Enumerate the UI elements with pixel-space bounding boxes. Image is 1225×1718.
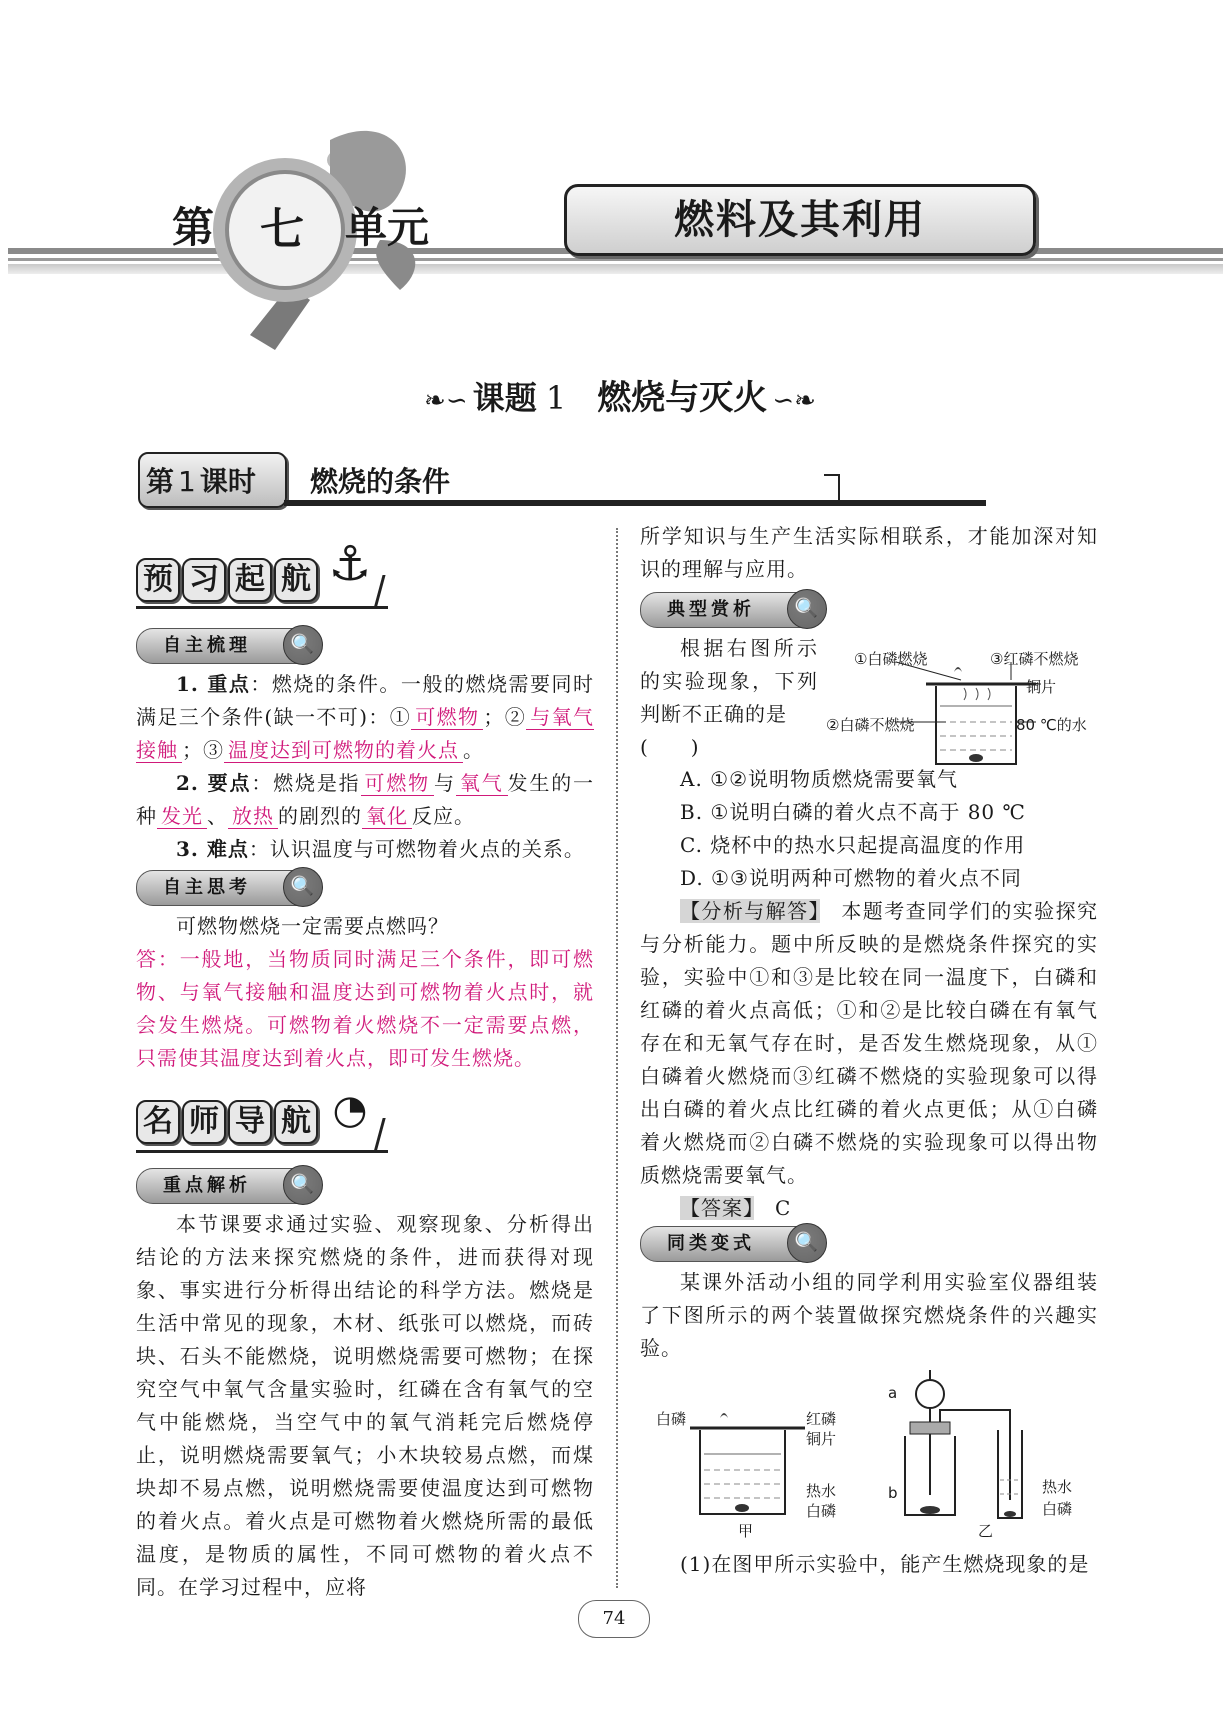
option-b: B. ①说明白磷的着火点不高于 80 ℃ [680,800,1026,824]
unit-title: 燃料及其利用 [674,197,926,243]
anchor-icon: ⚓ [328,536,372,592]
topic-number: 1 [545,379,567,417]
topic-name: 燃烧与灭火 [597,378,768,418]
self-sort-tag: 自主梳理 🔍 [136,628,314,664]
magnifier-icon: 🔍 [787,1223,827,1263]
lesson-di: 第 [146,465,175,498]
preview-section-header [136,536,382,604]
lesson-number: 1 [178,465,196,498]
column-divider [616,528,618,1588]
page-number-badge [578,1600,650,1638]
question-stem: 根据右图所示的实验现象，下列判断不正确的是 ( ) [640,636,818,759]
answer-blank: 可燃物 [411,705,483,730]
topic-ornament-left-icon: ❧∽ [424,386,468,416]
topic-ornament-right-icon: ∽❧ [772,386,816,416]
page-number: 74 [602,1608,626,1629]
self-sort-body: 1. 重点：燃烧的条件。一般的燃烧需要同时满足三个条件(缺一不可)：① 可燃物 ；② 与氧气接触 ；③ 温度达到可燃物的着火点 。 2. 要点：燃烧是指 可燃物 与 氧气 发生的一种 发光 、 放热 的剧烈的 氧化 反应。 3. 难点：认识温度与可燃物着火点的关系。 [136,672,595,861]
think-answer: 答：一般地，当物质同时满足三个条件，即可燃物、与氧气接触和温度达到可燃物着火点时，就会发生燃烧。可燃物着火燃烧不一定需要点燃，只需使其温度达到着火点，即可发生燃烧。 [136,947,594,1070]
magnifier-icon: 🔍 [283,867,323,907]
magnifier-icon: 🔍 [283,1165,323,1205]
option-c: C. 烧杯中的热水只起提高温度的作用 [680,833,1026,857]
answer-label: 【答案】 [680,1196,754,1220]
magnifier-icon: 🔍 [283,625,323,665]
unit-di: 第 [172,203,215,252]
answer-blank: 可燃物 [361,771,435,796]
unit-rest: 单元 [345,203,430,252]
lesson-bar [138,452,848,508]
teacher-section-header [136,1087,382,1150]
header-banner [0,100,1225,340]
variant-tag: 同类变式 🔍 [640,1226,818,1262]
lesson-rest: 课时 [199,465,256,498]
teacher-label: 名 师 导 航 [136,1100,320,1150]
analysis-label: 【分析与解答】 [680,899,820,923]
think-question: 可燃物燃烧一定需要点燃吗？ [176,914,449,938]
question-options [640,763,1098,1225]
variant-body: 某课外活动小组的同学利用实验室仪器组装了下图所示的两个装置做探究燃烧条件的兴趣实验。 [640,1270,1098,1360]
sub-question: (1)在图甲所示实验中，能产生燃烧现象的是 [680,1552,1090,1576]
answer-blank: 氧气 [456,771,508,796]
analysis-text: 本题考查同学们的实验探究与分析能力。题中所反映的是燃烧条件探究的实验，实验中①和③是比较在同一温度下，白磷和红磷的着火点高低；①和②是比较白磷在有氧气存在和无氧气存在时，是否发生燃烧现象，从①白磷着火燃烧而③红磷不燃烧的实验现象可以得出白磷的着火点比红磷的着火点更低；从①白磷着火燃烧而②白磷不燃烧的实验现象可以得出物质燃烧需要氧气。 [640,899,1099,1187]
option-a: A. ①②说明物质燃烧需要氧气 [680,767,959,791]
option-d: D. ①③说明两种可燃物的着火点不同 [680,866,1022,890]
topic-label: 课题 [472,379,537,417]
key-analysis-body: 本节课要求通过实验、观察现象、分析得出结论的方法来探究燃烧的条件，进而获得对现象、事实进行分析得出结论的科学方法。燃烧是生活中常见的现象，木材、纸张可以燃烧，而砖块、石头不能燃烧，说明燃烧需要可燃物；在探究空气中氧气含量实验时，红磷在含有氧气的空气中能燃烧，当空气中的氧气消耗完后燃烧停止，说明燃烧需要氧气；小木块较易点燃，而煤块却不易点燃，说明燃烧需要使温度达到可燃物的着火点。着火点是可燃物着火燃烧所需的最低温度，是物质的属性，不同可燃物的着火点不同。在学习过程中，应将 [136,1212,594,1599]
topic-title [370,370,870,420]
gauge-icon: ◔ [332,1087,368,1133]
answer-blank: 与氧气接触 [136,705,595,762]
experiment-figure-1: ①白磷燃烧 ③红磷不燃烧 铜片 ②白磷不燃烧 80 ℃的水 [826,640,1106,770]
self-think-body [136,910,594,1075]
answer-blank: 放热 [228,804,278,829]
right-continuation: 所学知识与生产生活实际相联系，才能加深对知识的理解与应用。 [640,524,1098,581]
answer-blank: 发光 [157,804,207,829]
typical-tag: 典型赏析 🔍 [640,592,818,628]
beaker-2 [690,1410,810,1520]
answer-blank: 氧化 [362,804,412,829]
preview-label: 预 习 起 航 [136,558,320,604]
answer-value: C [775,1196,792,1220]
lesson-title: 燃烧的条件 [310,465,451,498]
apparatus-yi [890,1370,1050,1525]
answer-blank: 温度达到可燃物的着火点 [224,738,463,763]
self-think-tag: 自主思考 🔍 [136,870,314,906]
magnifier-icon: 🔍 [787,589,827,629]
unit-title-box [564,184,1036,256]
experiment-figure-2: 白磷 红磷 铜片 热水 白磷 甲 a b 热水 白磷 乙 [650,1370,1100,1540]
key-analysis-tag: 重点解析 🔍 [136,1168,314,1204]
unit-number: 七 [260,204,304,255]
